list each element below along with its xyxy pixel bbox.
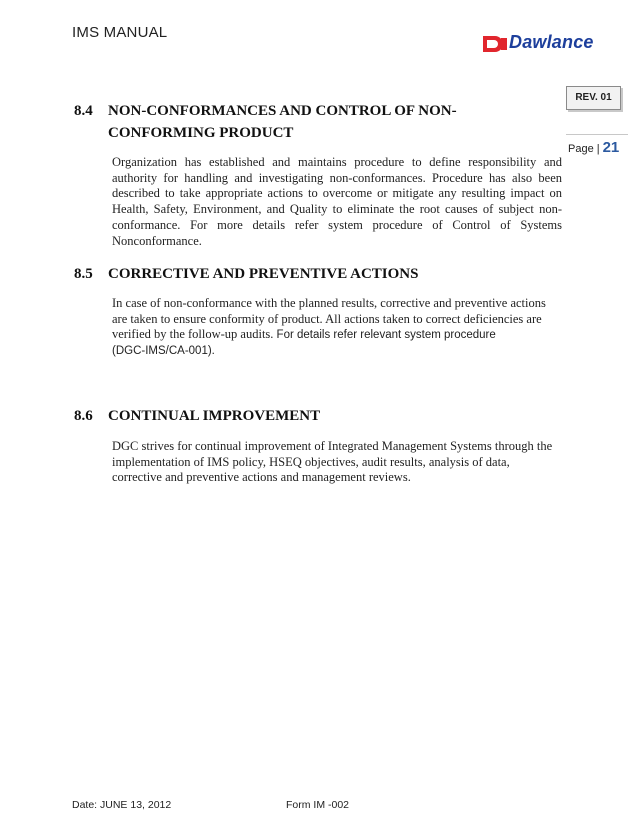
page-number-value: 21 — [602, 139, 620, 156]
body-line: implementation of IMS policy, HSEQ objectives, audit results, analysis of data, — [112, 454, 510, 469]
page-label: Page — [568, 143, 594, 155]
section-heading-8-4 — [74, 102, 494, 142]
footer-date: Date: JUNE 13, 2012 — [72, 799, 172, 811]
section-title: CORRECTIVE AND PREVENTIVE ACTIONS — [108, 266, 419, 282]
body-line: are taken to ensure conformity of product. All actions taken to correct deficiencies are — [112, 311, 542, 326]
section-body-8-6 — [112, 439, 572, 486]
section-number: 8.4 — [74, 103, 93, 119]
page-number-rule — [566, 134, 628, 135]
section-title-line2: CONFORMING PRODUCT — [108, 125, 294, 141]
page-number — [568, 139, 619, 156]
footer-form-number: Form IM -002 — [286, 799, 350, 811]
dawlance-logo — [482, 34, 612, 56]
body-line: In case of non-conformance with the planned results, corrective and preventive actions — [112, 296, 546, 310]
section-body-8-4: Organization has established and maintains procedure to define responsibility and authority for handling and investigating non-conformances. Procedure has also been described to take appropriate actions to overcome or mitigate any resulting impact on Health, Safety, Environment, and Quality to eliminate the root causes of subject non-conformance. For more details refer system procedure of Control of Systems Nonconformance. — [112, 155, 562, 248]
procedure-reference: (DGC-IMS/CA-001). — [112, 345, 215, 358]
body-line: DGC strives for continual improvement of Integrated Management Systems through the — [112, 439, 553, 453]
body-text-sans: For details refer relevant system procedure — [276, 329, 496, 342]
body-line — [112, 327, 572, 344]
section-body-8-5 — [112, 296, 572, 360]
section-heading-8-5 — [74, 265, 494, 285]
page-separator: | — [596, 143, 600, 155]
document-title: IMS MANUAL — [72, 24, 168, 41]
section-number: 8.6 — [74, 408, 93, 424]
body-line: corrective and preventive actions and management reviews. — [112, 470, 411, 485]
section-number: 8.5 — [74, 266, 93, 282]
dawlance-logo-mark-icon — [482, 35, 508, 53]
body-text: verified by the follow-up audits. — [112, 327, 277, 342]
revision-badge: REV. 01 — [566, 86, 621, 110]
section-title: CONTINUAL IMPROVEMENT — [108, 408, 321, 424]
section-title-line1: NON-CONFORMANCES AND CONTROL OF NON- — [108, 103, 457, 119]
section-heading-8-6 — [74, 407, 494, 427]
logo-wordmark: Dawlance — [509, 32, 594, 52]
